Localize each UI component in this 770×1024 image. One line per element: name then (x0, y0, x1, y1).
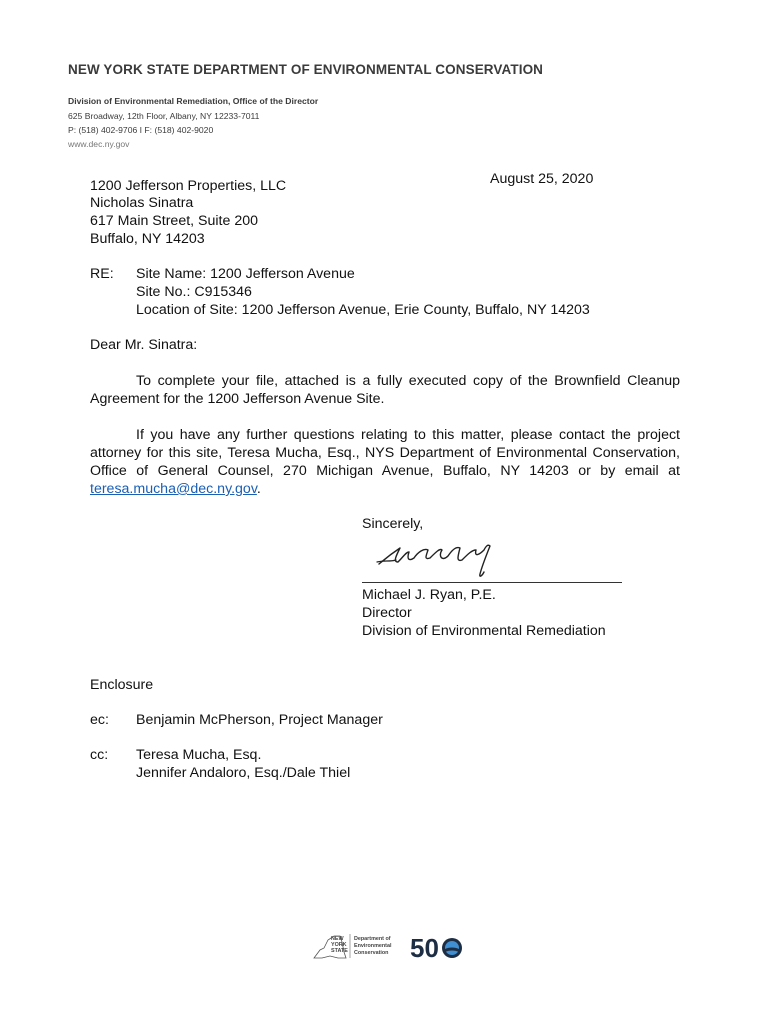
cc-label: cc: (90, 747, 109, 763)
anniversary-number: 50 (410, 933, 439, 963)
body-paragraph-2 (90, 426, 680, 498)
website-line: www.dec.ny.gov (68, 139, 130, 149)
globe-icon (442, 938, 462, 958)
enclosure-note: Enclosure (90, 677, 154, 693)
re-label: RE: (90, 266, 114, 282)
paragraph-2-text: If you have any further questions relating to this matter, please contact the project attorney for this site, Teresa Mucha, Esq., NYS Department of Environmental Conservation, Office of General Counsel, 270 Michigan Avenue, Buffalo, NY 14203 or by email at (90, 427, 680, 479)
signature-image (376, 540, 506, 582)
dept-line: Environmental (354, 943, 392, 949)
ec-recipient: Benjamin McPherson, Project Manager (136, 712, 383, 728)
division-line: Division of Environmental Remediation, Office of the Director (68, 96, 319, 106)
closing: Sincerely, (362, 516, 424, 532)
body-paragraph-1: To complete your file, attached is a fully executed copy of the Brownfield Cleanup Agreement for the 1200 Jefferson Avenue Site. (90, 373, 680, 407)
recipient-line: 1200 Jefferson Properties, LLC (90, 178, 287, 194)
re-line: Location of Site: 1200 Jefferson Avenue, Erie County, Buffalo, NY 14203 (136, 302, 590, 318)
email-link[interactable]: teresa.mucha@dec.ny.gov (90, 481, 257, 497)
recipient-line: 617 Main Street, Suite 200 (90, 213, 258, 229)
state-word: YORK (331, 942, 347, 948)
cc-recipient: Jennifer Andaloro, Esq./Dale Thiel (136, 765, 351, 781)
recipient-line: Buffalo, NY 14203 (90, 231, 205, 247)
agency-name: NEW YORK STATE DEPARTMENT OF ENVIRONMENTAL CONSERVATION (68, 62, 544, 77)
letter-date: August 25, 2020 (490, 171, 594, 187)
signer-title: Director (362, 605, 412, 621)
re-line: Site No.: C915346 (136, 284, 252, 300)
paragraph-2-end: . (256, 481, 261, 497)
cc-recipient: Teresa Mucha, Esq. (136, 747, 262, 763)
phone-line: P: (518) 402-9706 I F: (518) 402-9020 (68, 125, 214, 135)
state-word: NEW (331, 936, 344, 942)
dept-line: Conservation (354, 950, 389, 956)
state-word: STATE (331, 948, 348, 954)
salutation: Dear Mr. Sinatra: (90, 337, 198, 353)
dec-footer-logo (310, 928, 470, 964)
recipient-line: Nicholas Sinatra (90, 195, 194, 211)
re-line: Site Name: 1200 Jefferson Avenue (136, 266, 355, 282)
ec-label: ec: (90, 712, 109, 728)
signer-name: Michael J. Ryan, P.E. (362, 587, 496, 603)
dept-line: Department of (354, 936, 391, 942)
signer-division: Division of Environmental Remediation (362, 623, 606, 639)
signature-line (362, 582, 622, 583)
address-line: 625 Broadway, 12th Floor, Albany, NY 12233-7011 (68, 111, 260, 121)
